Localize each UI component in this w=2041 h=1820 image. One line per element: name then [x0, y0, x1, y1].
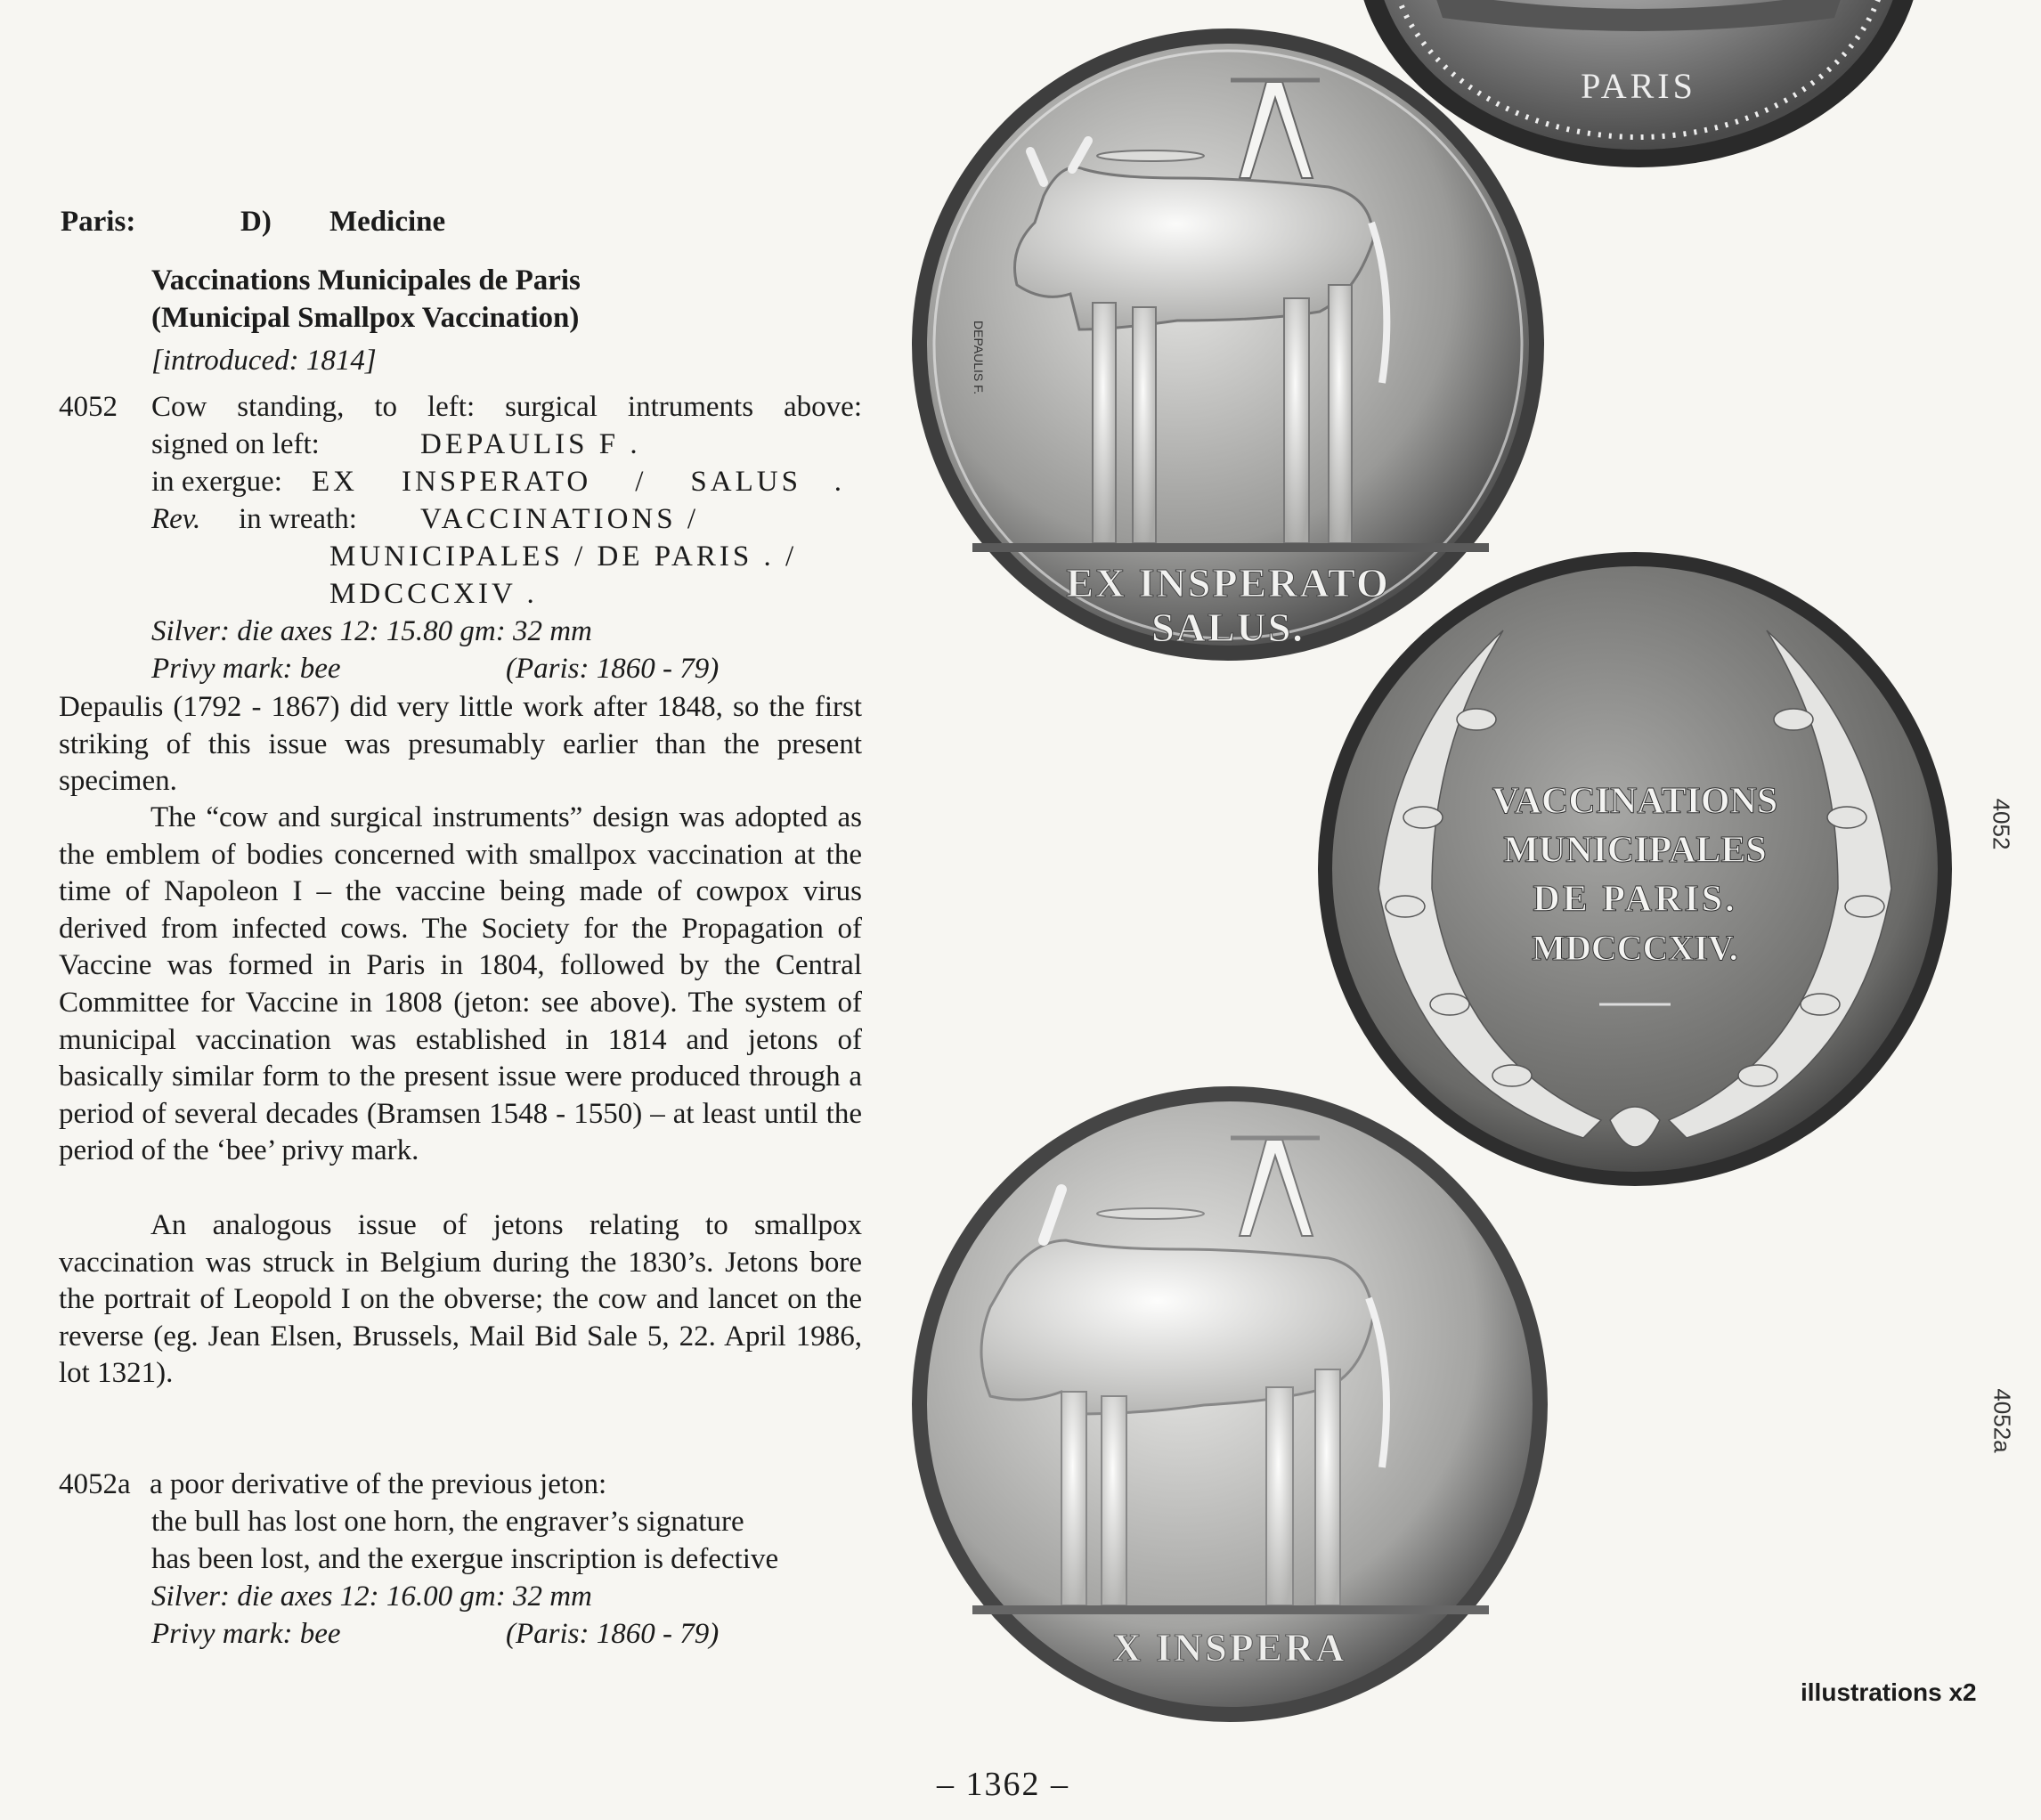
exergue-value: EX INSPERATO / SALUS .	[312, 466, 845, 498]
derivative-exergue: X INSPERA	[1112, 1626, 1347, 1670]
coin-4052a-obverse-image	[910, 1085, 1549, 1724]
title-line-1: Vaccinations Municipales de Paris	[151, 264, 581, 297]
label-4052a: 4052a	[1988, 1388, 2016, 1453]
header-section: D)	[240, 206, 272, 238]
entry-number-4052a: 4052a	[59, 1468, 131, 1500]
exergue-label: in exergue:	[151, 466, 282, 498]
introduced-date: [introduced: 1814]	[151, 345, 377, 377]
signed-label: signed on left:	[151, 428, 320, 460]
reverse-legend-2: MUNICIPALES / DE PARIS . /	[329, 540, 798, 573]
entry-4052-description: Cow standing, to left: surgical intruments above:	[151, 391, 862, 423]
privy-date-4052: (Paris: 1860 - 79)	[506, 653, 720, 685]
entry-4052a-line-2: the bull has lost one horn, the engraver’s signature	[151, 1506, 744, 1538]
privy-mark-4052a: Privy mark: bee	[151, 1618, 341, 1650]
title-line-2: (Municipal Smallpox Vaccination)	[151, 302, 580, 334]
commentary-paragraph-1: Depaulis (1792 - 1867) did very little work after 1848, so the first striking of this issue was presumably earlier than the present specimen.	[59, 691, 862, 798]
illustration-scale-note: illustrations x2	[1801, 1678, 1977, 1706]
reverse-legend-line-2: MUNICIPALES	[1503, 830, 1767, 871]
commentary-paragraph-3: An analogous issue of jetons relating to smallpox vaccination was struck in Belgium during the 1830’s. Jetons bore the portrait of Leopold I on the obverse; the cow and lancet on the reverse (eg. Jean Elsen, Brussels, Mail Bid Sale 5, 22. April 1986, lot 1321).	[59, 1209, 862, 1390]
header-city: Paris:	[61, 206, 136, 238]
metal-weight-4052a: Silver: die axes 12: 16.00 gm: 32 mm	[151, 1580, 592, 1613]
commentary-paragraph-2: The “cow and surgical instruments” design was adopted as the emblem of bodies concerned with smallpox vaccination at the time of Napoleon I – the vaccine being made of cowpox virus derived from infected cows. The Society for the Propagation of Vaccine was formed in Paris in 1804, followed by the Central Committee for Vaccine in 1808 (jeton: see above). The system of municipal vaccination was established in 1814 and jetons of basically similar form to the present issue were produced through a period of several decades (Bramsen 1548 - 1550) – at least until the period of the ‘bee’ privy mark.	[59, 801, 862, 1167]
obverse-signature: DEPAULIS F.	[972, 321, 986, 394]
top-coin-legend: PARIS	[1581, 66, 1696, 106]
signed-value: DEPAULIS F .	[420, 428, 641, 460]
entry-4052a-line-1: a poor derivative of the previous jeton:	[150, 1468, 607, 1500]
header-category: Medicine	[329, 206, 446, 238]
reverse-legend-line-3: DE PARIS.	[1533, 879, 1737, 920]
reverse-legend-3: MDCCCXIV .	[329, 578, 538, 610]
privy-date-4052a: (Paris: 1860 - 79)	[506, 1618, 720, 1650]
reverse-legend-line-4: MDCCCXIV.	[1532, 928, 1738, 968]
entry-number-4052: 4052	[59, 391, 118, 423]
reverse-legend-1: VACCINATIONS /	[420, 503, 700, 535]
obverse-exergue-1: EX INSPERATO	[1066, 560, 1390, 605]
metal-weight-4052: Silver: die axes 12: 15.80 gm: 32 mm	[151, 615, 592, 647]
wreath-label: in wreath:	[239, 503, 357, 535]
reverse-label: Rev.	[151, 503, 201, 535]
label-4052: 4052	[1988, 798, 2015, 850]
obverse-exergue-2: SALUS.	[1151, 605, 1305, 650]
entry-4052a-line-3: has been lost, and the exergue inscription is defective	[151, 1543, 779, 1575]
reverse-legend-line-1: VACCINATIONS	[1492, 781, 1778, 822]
privy-mark-4052: Privy mark: bee	[151, 653, 341, 685]
page-number: – 1362 –	[937, 1766, 1069, 1803]
